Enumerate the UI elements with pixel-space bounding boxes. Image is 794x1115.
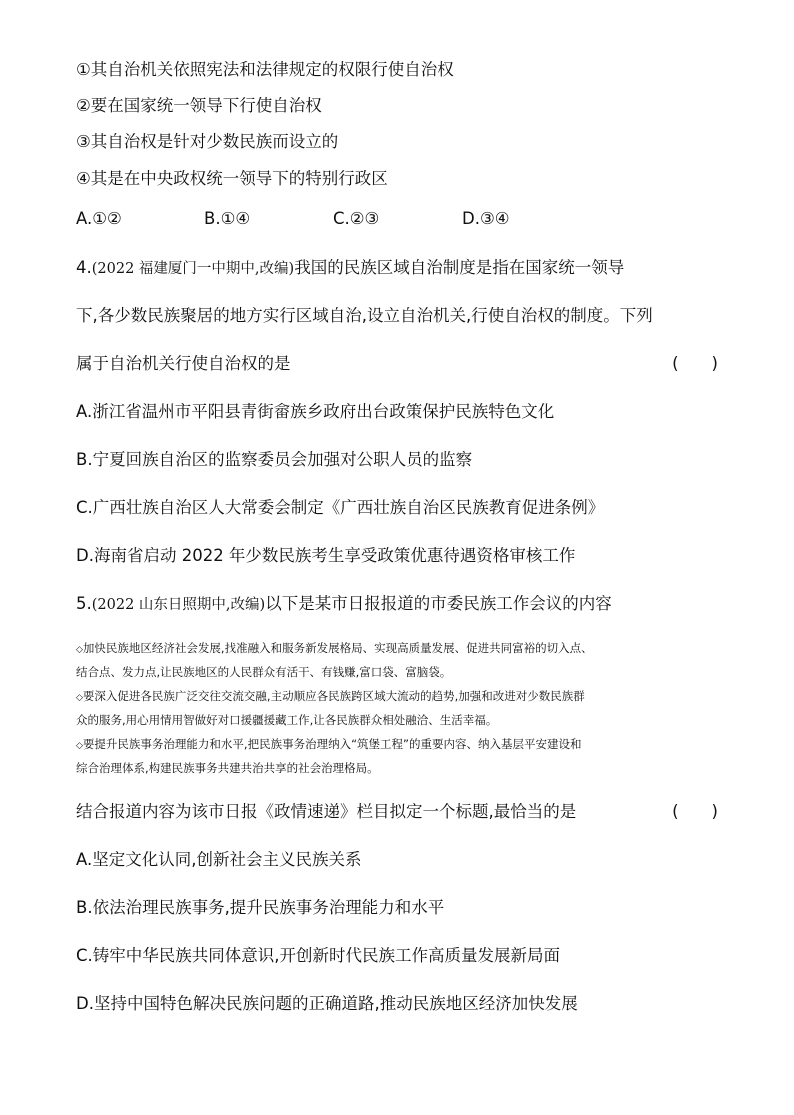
question-4-stem-line-2: 下,各少数民族聚居的地方实行区域自治,设立自治机关,行使自治权的制度。下列 <box>76 306 653 325</box>
report-line-1: ◇加快民族地区经济社会发展,找准融入和服务新发展格局、实现高质量发展、促进共同富裕的切入点、 <box>76 641 593 655</box>
report-line-4: 众的服务,用心用情用智做好对口援疆援藏工作,让各民族群众相处融洽、生活幸福。 <box>76 713 498 727</box>
question-4-stem-line-3: 属于自治机关行使自治权的是 <box>76 354 291 373</box>
statement-4: ④其是在中央政权统一领导下的特别行政区 <box>76 169 388 188</box>
statement-3: ③其自治权是针对少数民族而设立的 <box>76 132 339 151</box>
question-4-option-b: B.宁夏回族自治区的监察委员会加强对公职人员的监察 <box>76 450 473 469</box>
question-4-number: 4. <box>76 258 92 277</box>
question-4-option-c: C.广西壮族自治区人大常委会制定《广西壮族自治区民族教育促进条例》 <box>76 498 605 517</box>
question-4-option-d: D.海南省启动 2022 年少数民族考生享受政策优惠待遇资格审核工作 <box>76 546 576 565</box>
option-d: D.③④ <box>462 209 510 228</box>
statement-2: ②要在国家统一领导下行使自治权 <box>76 96 322 115</box>
question-5-source: (2022 山东日照期中,改编) <box>91 597 266 613</box>
question-5-stem-line-2: 结合报道内容为该市日报《政情速递》栏目拟定一个标题,最恰当的是 <box>76 802 577 821</box>
question-5-number: 5. <box>76 594 92 613</box>
report-line-6: 综合治理体系,构建民族事务共建共治共享的社会治理格局。 <box>76 761 379 775</box>
question-4-answer-paren: ( ) <box>672 354 718 373</box>
report-line-2: 结合点、发力点,让民族地区的人民群众有活干、有钱赚,富口袋、富脑袋。 <box>76 665 452 679</box>
question-5-stem-line-1 <box>76 593 612 616</box>
question-4-option-a: A.浙江省温州市平阳县青街畲族乡政府出台政策保护民族特色文化 <box>76 402 555 421</box>
question-4-stem-line-1 <box>76 257 624 280</box>
report-line-3: ◇要深入促进各民族广泛交往交流交融,主动顺应各民族跨区域大流动的趋势,加强和改进对少数民族群 <box>76 689 585 703</box>
question-5-answer-paren: ( ) <box>672 802 718 821</box>
question-4-stem-text: 我国的民族区域自治制度是指在国家统一领导 <box>294 258 625 277</box>
question-5-option-c: C.铸牢中华民族共同体意识,开创新时代民族工作高质量发展新局面 <box>76 946 561 965</box>
report-bullet-1: ◇ <box>76 645 83 655</box>
question-5-option-b: B.依法治理民族事务,提升民族事务治理能力和水平 <box>76 898 445 917</box>
question-5-option-a: A.坚定文化认同,创新社会主义民族关系 <box>76 850 362 869</box>
report-line-5: ◇要提升民族事务治理能力和水平,把民族事务治理纳入“筑堡工程”的重要内容、纳入基层平安建设和 <box>76 737 582 751</box>
option-a: A.①② <box>76 209 122 228</box>
question-5-stem-text: 以下是某市日报报道的市委民族工作会议的内容 <box>265 594 612 613</box>
option-b: B.①④ <box>204 209 251 228</box>
option-c: C.②③ <box>333 209 380 228</box>
question-4-source: (2022 福建厦门一中期中,改编) <box>91 261 295 277</box>
report-bullet-3: ◇ <box>76 741 83 751</box>
statement-1: ①其自治机关依照宪法和法律规定的权限行使自治权 <box>76 60 454 79</box>
report-bullet-2: ◇ <box>76 693 83 703</box>
question-5-option-d: D.坚持中国特色解决民族问题的正确道路,推动民族地区经济加快发展 <box>76 994 578 1013</box>
